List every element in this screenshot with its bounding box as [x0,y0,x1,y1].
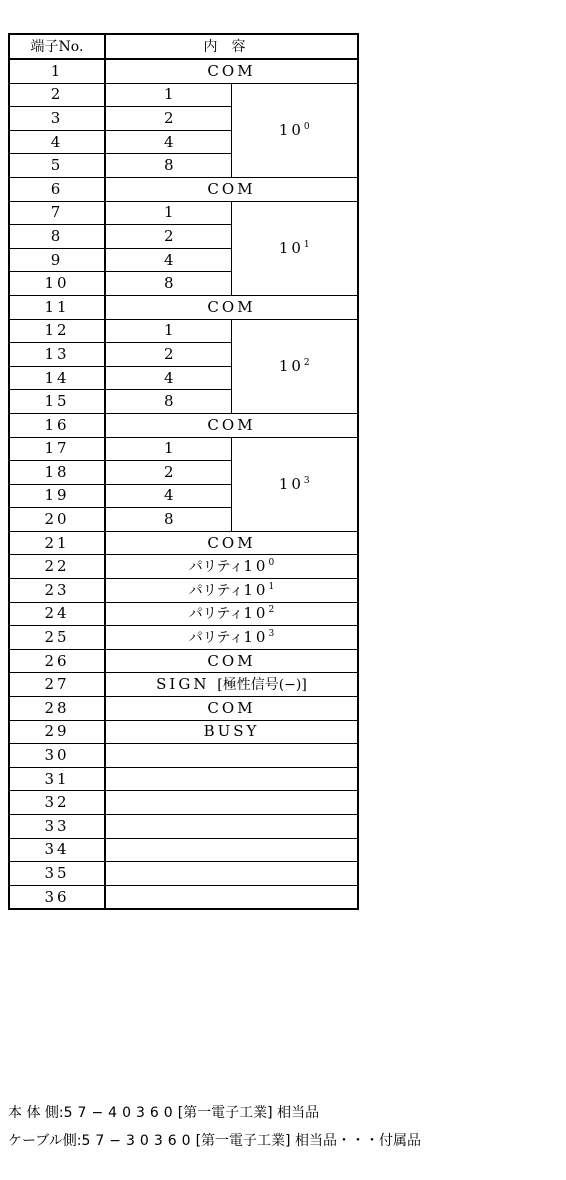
footer-main-unit [8,1102,319,1122]
parity-exponent: 0 [268,558,275,569]
empty-cell [105,767,358,791]
parity-base: 10 [243,580,269,599]
terminal-number: 27 [9,673,105,697]
pin-assignment [8,33,421,1149]
terminal-number: 36 [9,885,105,909]
empty-cell [105,791,358,815]
bit-weight: 1 [105,437,231,461]
parity-cell [105,579,358,603]
table-row [9,177,358,201]
table-row [9,744,358,768]
bit-weight: 1 [105,201,231,225]
table-row [9,295,358,319]
bit-weight: 8 [105,154,231,178]
bit-weight: 8 [105,272,231,296]
terminal-number: 10 [9,272,105,296]
footer-part-number: 57−30360 [81,1133,196,1149]
bit-weight: 1 [105,83,231,107]
empty-cell [105,862,358,886]
parity-prefix: パリティ [188,630,244,647]
table-row [9,319,358,343]
terminal-number: 7 [9,201,105,225]
table-row [9,767,358,791]
terminal-number: 19 [9,484,105,508]
footer-suffix: 相当品・・・付属品 [294,1133,421,1149]
decade-exponent: 2 [303,357,310,368]
terminal-number: 2 [9,83,105,107]
terminal-number: 22 [9,555,105,579]
terminal-number: 28 [9,697,105,721]
terminal-number: 35 [9,862,105,886]
bit-weight: 2 [105,107,231,131]
table-row [9,413,358,437]
decade-label [231,437,358,531]
terminal-number: 29 [9,720,105,744]
terminal-number: 1 [9,59,105,83]
table-row [9,602,358,626]
parity-cell [105,555,358,579]
terminal-number: 26 [9,649,105,673]
parity-exponent: 1 [268,581,275,592]
table-row [9,579,358,603]
bit-weight: 8 [105,390,231,414]
bit-weight: 2 [105,225,231,249]
empty-cell [105,838,358,862]
table-row [9,720,358,744]
parity-base: 10 [243,604,269,623]
decade-label [231,83,358,177]
sign-label: SIGN [156,675,210,694]
terminal-number: 11 [9,295,105,319]
bit-weight: 4 [105,248,231,272]
table-row [9,791,358,815]
parity-exponent: 2 [268,605,275,616]
bit-weight: 2 [105,461,231,485]
decade-base: 10 [278,120,304,139]
terminal-number: 16 [9,413,105,437]
terminal-number: 18 [9,461,105,485]
terminal-number: 17 [9,437,105,461]
table-row [9,862,358,886]
footer-maker: [第一電子工業] [177,1105,273,1121]
bit-weight: 4 [105,366,231,390]
signal-cell: COM [105,177,358,201]
table-row [9,555,358,579]
empty-cell [105,885,358,909]
bit-weight: 4 [105,130,231,154]
decade-exponent: 3 [303,475,310,486]
footer-maker: [第一電子工業] [195,1133,291,1149]
header-terminal-no: 端子No. [9,34,105,59]
terminal-number: 32 [9,791,105,815]
terminal-number: 9 [9,248,105,272]
decade-exponent: 0 [303,121,310,132]
bit-weight: 4 [105,484,231,508]
decade-base: 10 [278,474,304,493]
table-row [9,838,358,862]
table-row [9,697,358,721]
pin-table [8,33,359,910]
bit-weight: 8 [105,508,231,532]
footer-suffix: 相当品 [277,1105,320,1121]
terminal-number: 33 [9,815,105,839]
parity-base: 10 [243,628,269,647]
decade-exponent: 1 [303,239,310,250]
parity-cell [105,602,358,626]
signal-cell: COM [105,59,358,83]
terminal-number: 8 [9,225,105,249]
terminal-number: 23 [9,579,105,603]
parity-prefix: パリティ [188,606,244,623]
terminal-number: 15 [9,390,105,414]
table-header-row [9,34,358,59]
header-content: 内容 [105,34,358,59]
signal-cell: BUSY [105,720,358,744]
terminal-number: 3 [9,107,105,131]
parity-prefix: パリティ [188,559,244,576]
terminal-number: 4 [9,130,105,154]
empty-cell [105,815,358,839]
table-row [9,531,358,555]
bit-weight: 2 [105,343,231,367]
signal-cell: COM [105,295,358,319]
terminal-number: 24 [9,602,105,626]
table-row [9,673,358,697]
table-row [9,815,358,839]
sign-note: [極性信号(−)] [217,677,307,694]
parity-cell [105,626,358,650]
bit-weight: 1 [105,319,231,343]
signal-cell: COM [105,697,358,721]
table-row [9,59,358,83]
terminal-number: 6 [9,177,105,201]
terminal-number: 14 [9,366,105,390]
table-row [9,201,358,225]
empty-cell [105,744,358,768]
decade-base: 10 [278,238,304,257]
table-row [9,885,358,909]
decade-base: 10 [278,356,304,375]
signal-cell: COM [105,413,358,437]
footer-separator: : [58,1105,64,1121]
signal-cell: COM [105,531,358,555]
terminal-number: 5 [9,154,105,178]
terminal-number: 21 [9,531,105,555]
table-row [9,83,358,107]
parity-base: 10 [243,557,269,576]
terminal-number: 25 [9,626,105,650]
table-row [9,626,358,650]
parity-prefix: パリティ [188,582,244,599]
terminal-number: 20 [9,508,105,532]
footer-part-number: 57−40360 [63,1105,178,1121]
table-row [9,649,358,673]
terminal-number: 13 [9,343,105,367]
footer-separator: : [76,1133,82,1149]
sign-cell [105,673,358,697]
signal-cell: COM [105,649,358,673]
terminal-number: 31 [9,767,105,791]
parity-exponent: 3 [268,629,275,640]
table-row [9,437,358,461]
footer-label: ケーブル側 [8,1133,77,1149]
footer-cable-side [8,1130,421,1150]
footer-label: 本 体 側 [8,1105,59,1121]
terminal-number: 34 [9,838,105,862]
terminal-number: 12 [9,319,105,343]
terminal-number: 30 [9,744,105,768]
decade-label [231,201,358,295]
decade-label [231,319,358,413]
